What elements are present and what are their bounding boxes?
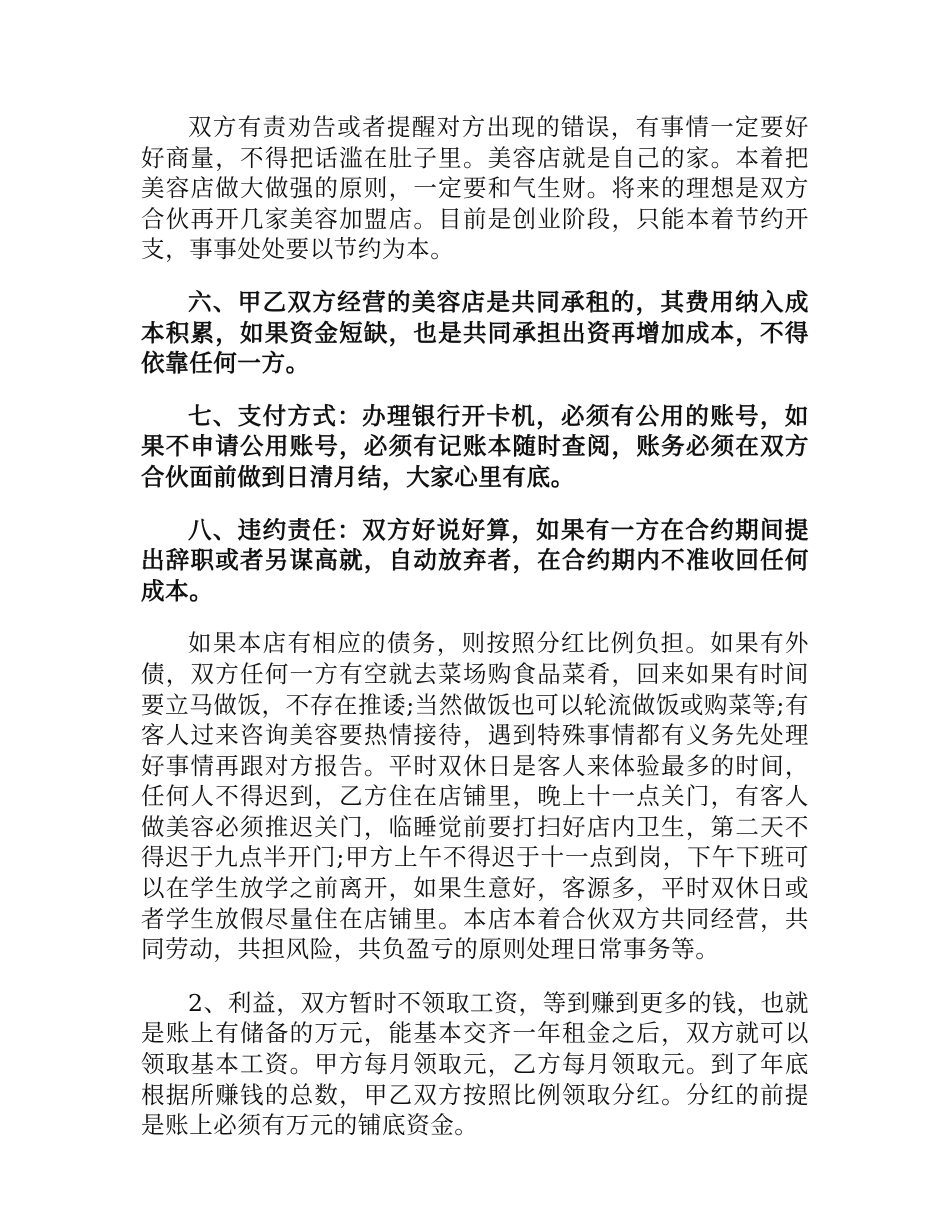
document-page <box>141 112 809 1141</box>
paragraph-clause-seven: 七、支付方式：办理银行开卡机，必须有公用的账号，如果不申请公用账号，必须有记账本随时查阅，账务必须在双方合伙面前做到日清月结，大家心里有底。 <box>141 401 809 491</box>
paragraph-clause-six: 六、甲乙双方经营的美容店是共同承租的，其费用纳入成本积累，如果资金短缺，也是共同承担出资再增加成本，不得依靠任何一方。 <box>141 287 809 378</box>
paragraph-clause-eight: 八、违约责任：双方好说好算，如果有一方在合约期间提出辞职或者另谋高就，自动放弃者，在合约期内不准收回任何成本。 <box>141 515 809 605</box>
paragraph-responsibility: 双方有责劝告或者提醒对方出现的错误，有事情一定要好好商量，不得把话滥在肚子里。美容店就是自己的家。本着把美容店做大做强的原则，一定要和气生财。将来的理想是双方合伙再开几家美容加盟店。目前是创业阶段，只能本着节约开支，事事处处要以节约为本。 <box>141 113 809 264</box>
paragraph-debts-and-duties: 如果本店有相应的债务，则按照分红比例负担。如果有外债，双方任何一方有空就去菜场购食品菜肴，回来如果有时间要立马做饭，不存在推诿;当然做饭也可以轮流做饭或购菜等;有客人过来咨询美容要热情接待，遇到特殊事情都有义务先处理好事情再跟对方报告。平时双休日是客人来体验最多的时间，任何人不得迟到，乙方住在店铺里，晚上十一点关门，有客人做美容必须推迟关门，临睡觉前要打扫好店内卫生，第二天不得迟于九点半开门;甲方上午不得迟于十一点到岗，下午下班可以在学生放学之前离开，如果生意好，客源多，平时双休日或者学生放假尽量住在店铺里。本店本着合伙双方共同经营，共同劳动，共担风险，共负盈亏的原则处理日常事务等。 <box>141 629 809 964</box>
paragraph-profit-sharing: 2、利益，双方暂时不领取工资，等到赚到更多的钱，也就是账上有储备的万元，能基本交齐一年租金之后，双方就可以领取基本工资。甲方每月领取元，乙方每月领取元。到了年底根据所赚钱的总数，甲乙双方按照比例领取分红。分红的前提是账上必须有万元的铺底资金。 <box>141 988 809 1140</box>
